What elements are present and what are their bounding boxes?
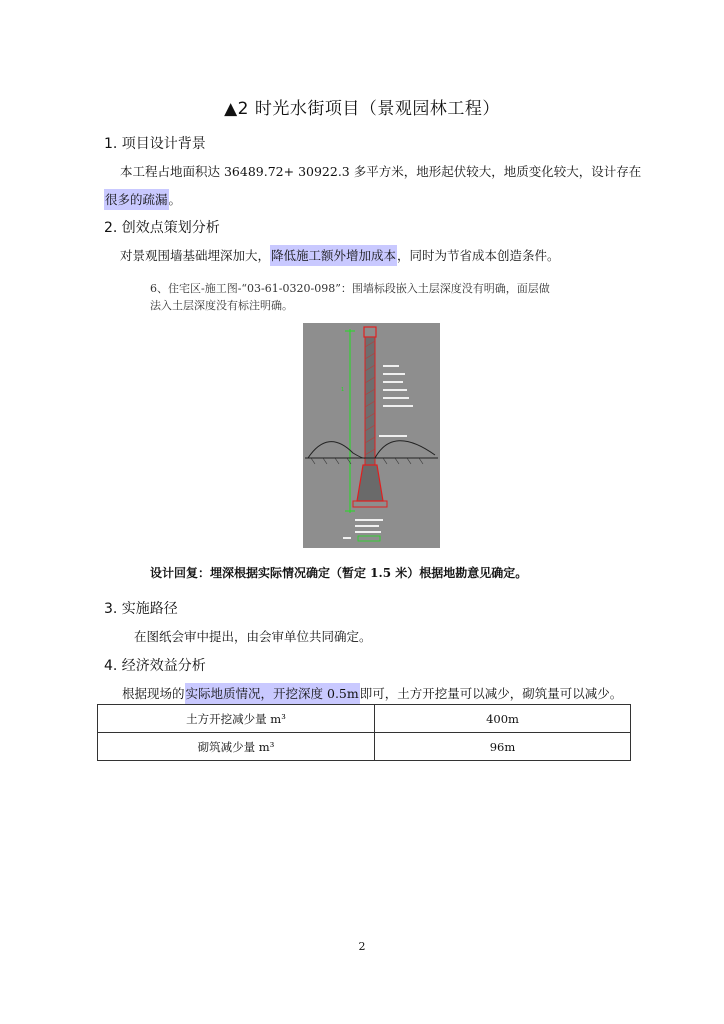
page-number: 2: [358, 940, 366, 953]
section-heading-3: 3. 实施路径: [104, 601, 178, 617]
table-row: [98, 705, 631, 733]
table-cell: 96m: [375, 733, 631, 761]
review-comment-line-1: 6、住宅区-施工图-“03-61-0320-098”：围墙标段嵌入土层深度没有明确，面层做: [150, 282, 550, 295]
section-heading-4: 4. 经济效益分析: [104, 658, 206, 674]
svg-text:1: 1: [341, 387, 345, 393]
highlight-text: 降低施工额外增加成本: [270, 245, 397, 266]
design-reply: 设计回复：埋深根据实际情况确定（暂定 1.5 米）根据地勘意见确定。: [150, 566, 528, 580]
table-row: [98, 733, 631, 761]
section-4-pre: 根据现场的: [122, 686, 185, 701]
section-4-post: 即可，土方开挖量可以减少，砌筑量可以减少。: [359, 686, 623, 701]
section-3-paragraph: 在图纸会审中提出，由会审单位共同确定。: [134, 629, 372, 644]
section-heading-2: 2. 创效点策划分析: [104, 220, 220, 236]
section-1-line-2-tail: 。: [168, 192, 182, 207]
section-1-line-2: [104, 190, 181, 208]
page-title: ▲2 时光水街项目（景观园林工程）: [224, 99, 500, 119]
section-2-pre: 对景观围墙基础埋深加大，: [120, 248, 271, 263]
section-1-line-1: 本工程占地面积达 36489.72+ 30922.3 多平方米，地形起伏较大，地质变化较大，设计存在: [120, 164, 642, 179]
review-comment-line-2: 法入土层深度没有标注明确。: [150, 299, 293, 312]
table-cell: 土方开挖减少量 m³: [98, 705, 375, 733]
section-heading-1: 1. 项目设计背景: [104, 136, 206, 152]
section-2-paragraph: [120, 246, 560, 264]
cad-wall-section-drawing: [303, 323, 440, 548]
highlight-text: 很多的疏漏: [104, 189, 169, 210]
cad-drawing-svg: [303, 323, 440, 548]
table-cell: 400m: [375, 705, 631, 733]
highlight-text: 实际地质情况，开挖深度 0.5m: [185, 683, 360, 704]
savings-table: [97, 704, 631, 761]
section-2-post: ，同时为节省成本创造条件。: [397, 248, 560, 263]
table-cell: 砌筑减少量 m³: [98, 733, 375, 761]
section-4-paragraph: [122, 684, 622, 702]
